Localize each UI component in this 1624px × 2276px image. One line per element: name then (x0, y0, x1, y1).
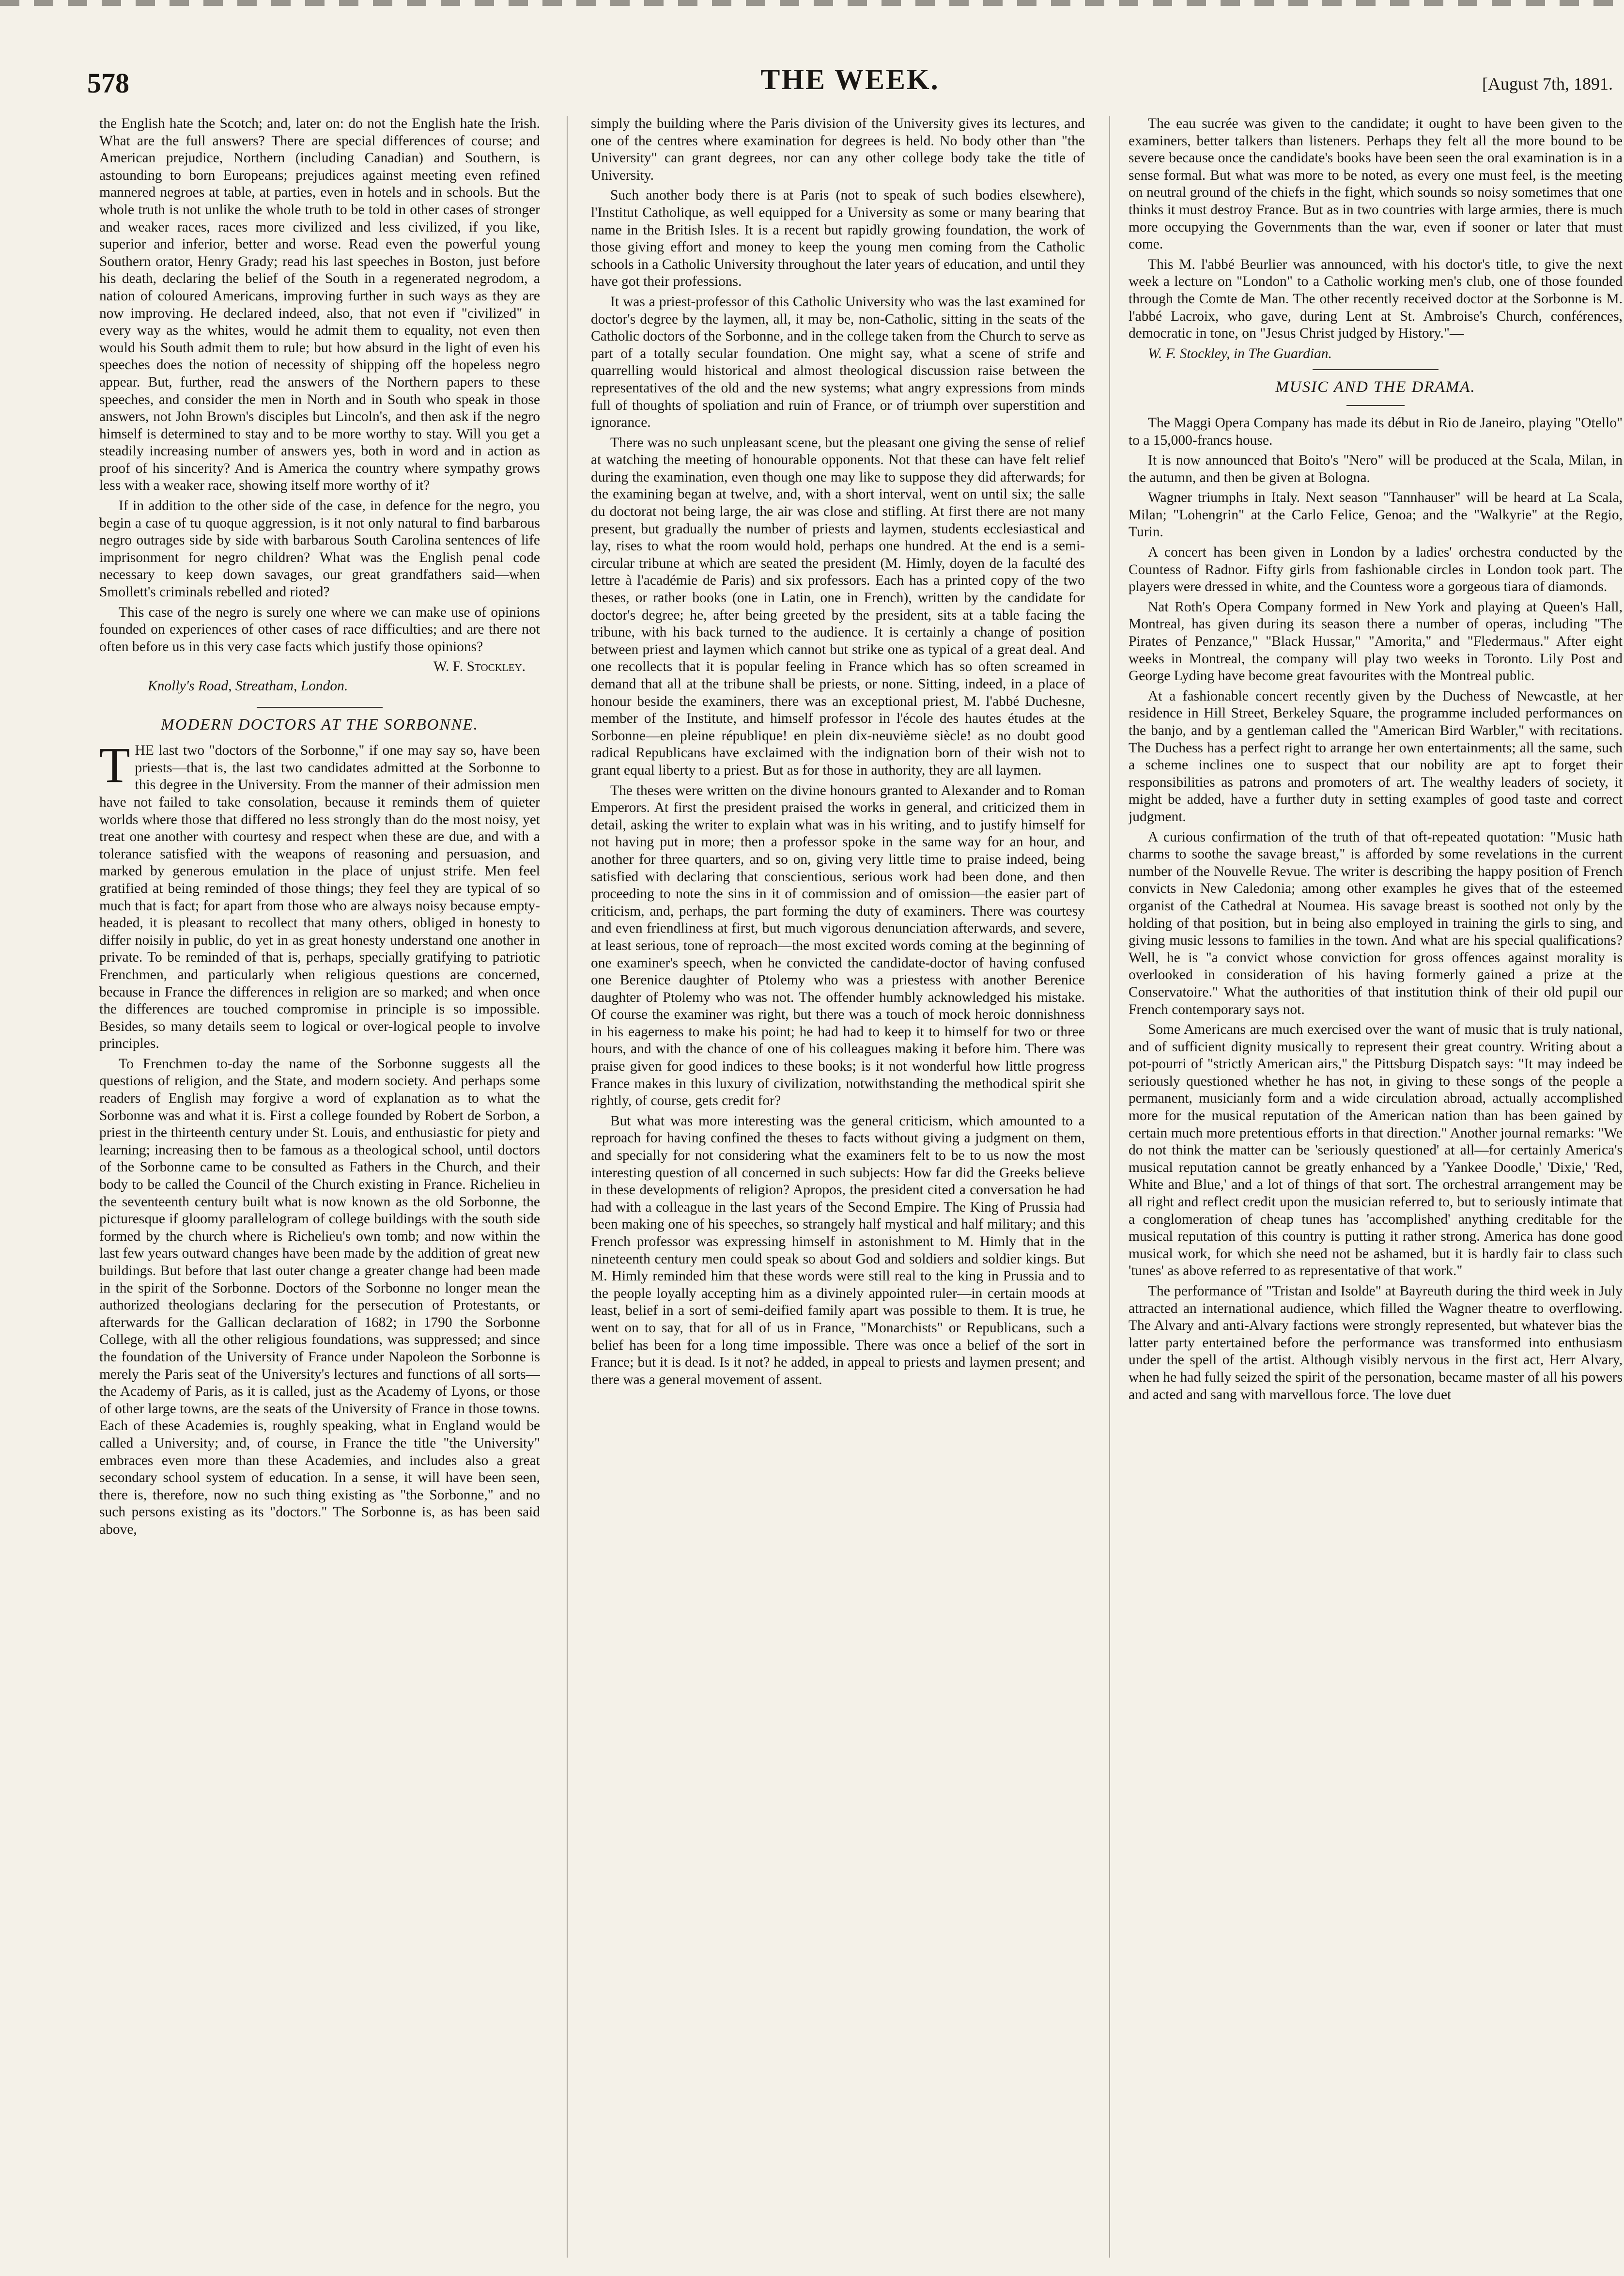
section-rule (1346, 405, 1405, 406)
page-header (87, 63, 1613, 116)
news-item: Nat Roth's Opera Company formed in New York and playing at Queen's Hall, Montreal, has given during its season there a number of operas, including "The Pirates of Penzance," "Black Hussar," "Amorita," and "Fledermaus." After eight weeks in Montreal, the company will play two weeks in Toronto. Lily Post and George Lyding have become great favourites with the Montreal public. (1129, 599, 1623, 684)
news-item: The Maggi Opera Company has made its début in Rio de Janeiro, playing "Otello" to a 15,000-francs house. (1129, 415, 1623, 448)
article-heading: MODERN DOCTORS AT THE SORBONNE. (161, 716, 479, 733)
column-divider (1109, 116, 1110, 2258)
paragraph: simply the building where the Paris division of the University gives its lectures, and one of the centres where examination for degrees is held. No body other than "the University" can grant degrees, nor can any other college body take the title of University. (591, 116, 1085, 183)
page-number: 578 (87, 67, 129, 99)
paragraph: The eau sucrée was given to the candidate; it ought to have been given to the examiners, better talkers than listeners. Perhaps they felt all the more bound to be severe because once the candidate's books have been seen the oral examination is in a sense formal. But what was more to be noted, as every one must feel, is the meeting on neutral ground of the chiefs in the fight, which sounds so noisy sometimes that one thinks it must destroy France. But as in two countries with large armies, there is much more occupying the Governments than the war, even if sooner or later that must come. (1129, 116, 1623, 252)
paragraph: There was no such unpleasant scene, but the pleasant one giving the sense of relief at watching the meeting of honourable opponents. Not that these can have felt relief during the examination, even though one may like to suppose they did afterwards; for the examining began at twelve, and, with a short interval, went on until six; the salle du doctorat not being large, the air was close and stifling. At first there are not many present, but gradually the number of priests and laymen, students ecclesiastical and lay, rises to what the room would hold, perhaps one hundred. At the end is a semi-circular tribune at which are seated the president (M. Himly, doyen de la faculté des lettre à l'académie de Paris) and six professors. Each has a printed copy of the two theses, or rather books (one in Latin, one in French), written by the candidate for doctor's degree; he, after being greeted by the president, sits at a table facing the tribune, with his back turned to the audience. It is certainly a change of position between priest and laymen which cannot but strike one as typical of a great deal. And one recollects that it is popular feeling in France which has so often screamed in demand that all at the tribune shall be priests, or none. Sitting, indeed, in a place of honour beside the examiners, there was an exceptional priest, M. l'abbé Duchesne, member of the Institute, and himself professor in l'école des hautes études at the Sorbonne—en pleine république! en plein dix-neuvième siècle! as no doubt good radical Republicans have exclaimed with the indignation born of their wish not to grant equal liberty to a priest. But as for those in authority, they are all laymen. (591, 435, 1085, 778)
paragraph: Such another body there is at Paris (not to speak of such bodies elsewhere), l'Institut Catholique, as well equipped for a University as some or many bearing that name in the British Isles. It is a recent but rapidly growing foundation, the work of those giving effort and money to keep the young men coming from the Catholic schools in a Catholic University throughout the later years of education, and until they have got their professions. (591, 187, 1085, 290)
paragraph: It was a priest-professor of this Catholic University who was the last examined for doctor's degree by the laymen, all, it may be, non-Catholic, sitting in the seats of the Catholic doctors of the Sorbonne, and in the college taken from the Church to serve as part of a totally secular foundation. One might say, what a scene of strife and quarrelling would historical and almost theological discussion raise between the representatives of the old and the new systems; what angry expressions from minds full of thoughts of spoliation and ruin of France, or of triumph over superstition and ignorance. (591, 294, 1085, 431)
article-opening-paragraph (99, 737, 540, 1053)
publication-title: THE WEEK. (760, 63, 940, 95)
column-3 (1129, 115, 1623, 2257)
paragraph: The theses were written on the divine honours granted to Alexander and to Roman Emperors. At first the president praised the works in general, and criticized them in detail, asking the writer to explain what was in his writing, and to justify himself for not having put in more; then a professor spoke in the same way for an hour, and another for three quarters, and so on, giving very little time to praise indeed, being satisfied with declaring that conscientious, serious work had been done, and then proceeding to note the sins in it of commission and of omission—the easier part of criticism, and, perhaps, the part forming the duty of examiners. There was courtesy and even friendliness at first, but much vigorous denunciation afterwards, and severe, at least serious, tone of reproach—the most excited words coming at the beginning of one examiner's speech, when he convicted the candidate-doctor of having confused one Berenice daughter of Ptolemy who was a priestess with another Berenice daughter of Ptolemy who was not. The offender humbly acknowledged his mistake. Of course the examiner was right, but there was a touch of mock heroic donnishness in his eagerness to make his point; he had had to keep it to himself for two or three hours, and with the chance of one of his colleagues making it before him. There was praise given for good indices to these books; is it not wonderful how little progress France makes in this luxury of civilization, notwithstanding the methodical spirit she rightly, of course, gets credit for? (591, 782, 1085, 1109)
paragraph: To Frenchmen to-day the name of the Sorbonne suggests all the questions of religion, and the State, and modern society. And perhaps some readers of English may forgive a word of explanation as to what the Sorbonne was and what it is. First a college founded by Robert de Sorbon, a priest in the thirteenth century under St. Louis, and enthusiastic for piety and learning; increasing then to be famous as a theological school, until doctors of the Sorbonne came to be consulted as Fathers in the Church, and their body to be called the Council of the Church existing in France. Richelieu in the seventeenth century built what is now known as the old Sorbonne, the picturesque if gloomy parallelogram of college buildings with the south side formed by the church where is Richelieu's own tomb; and now within the last few years outward changes have been made by the addition of great new buildings. But before that last outer change a greater change had been made in the spirit of the Sorbonne. Doctors of the Sorbonne no longer mean the authorized theologians declaring for the persecution of Protestants, or afterwards for the Gallican declaration of 1682; in 1790 the Sorbonne College, with all the other religious foundations, was suppressed; and since the foundation of the University of France under Napoleon the Sorbonne is merely the Paris seat of the University's lectures and functions of all sorts—the Academy of Paris, as it is called, just as the Academy of Lyons, or those of other large towns, are the seats of the University of France in those towns. Each of these Academies is, roughly speaking, what in England would be called a University; and, of course, in France the title "the University" embraces even more than these Academies, and includes also a great secondary school system of education. In a sense, it will have been seen, there is, therefore, now no such thing existing as "the Sorbonne," and no such persons existing as its "doctors." The Sorbonne is, as has been said above, (99, 1056, 540, 1537)
paragraph: This M. l'abbé Beurlier was announced, with his doctor's title, to give the next week a lecture on "London" to a Catholic working men's club, one of those founded through the Comte de Man. The other recently received doctor at the Sorbonne is M. l'abbé Lacroix, who gave, during Lent at St. Ambroise's Church, conférences, democratic in tone, on "Jesus Christ judged by History."— (1129, 256, 1623, 342)
news-item: It is now announced that Boito's "Nero" will be produced at the Scala, Milan, in the autumn, and then be given at Bologna. (1129, 452, 1623, 485)
issue-date: [August 7th, 1891. (1482, 74, 1613, 94)
letter-signature: W. F. Stockley. (433, 659, 526, 675)
news-item: A curious confirmation of the truth of that oft-repeated quotation: "Music hath charms to soothe the savage breast," is afforded by some revelations in the current number of the Nouvelle Revue. The writer is describing the happy position of French convicts in New Caledonia; among other examples he gives that of the esteemed organist of the Cathedral at Noumea. His savage breast is soothed not only by the holding of that position, but in being also employed in training the girls to sing, and giving music lessons to families in the town. And what are his special qualifications? Well, he is "a convict whose conviction for gross offences against morality is overlooked in consideration of his having formerly gained a prize at the Conservatoire." What the authorities of that institution think of their old pupil our French contemporary says not. (1129, 829, 1623, 1017)
top-edge-rule (0, 0, 1624, 6)
section-rule (257, 707, 383, 708)
drop-cap: T (99, 737, 130, 794)
news-item: A concert has been given in London by a ladies' orchestra conducted by the Countess of Radnor. Fifty girls from fashionable circles in London took part. The players were dressed in white, and the Countess wore a gorgeous tiara of diamonds. (1129, 545, 1623, 595)
paragraph: If in addition to the other side of the case, in defence for the negro, you begin a case of tu quoque aggression, is it not only natural to find barbarous negro outrages side by side with barbarous South Carolina sentences of life imprisonment for negro children? What was the English penal code necessary to keep down savages, our great grandfathers said—when Smollett's criminals rebelled and rioted? (99, 498, 540, 600)
paragraph: This case of the negro is surely one where we can make use of opinions founded on experiences of other cases of race difficulties; and are there not often before us in this very case facts which justify those opinions? (99, 604, 540, 655)
paragraph: But what was more interesting was the general criticism, which amounted to a reproach for having confined the theses to facts without giving a judgment on them, and specially for not considering what the examiners felt to be to us now the most interesting question of all concerned in such subjects: How far did the Greeks believe in these developments of religion? Apropos, the president cited a conversation he had had with a colleague in the last years of the Second Empire. The King of Prussia had been making one of his speeches, so strangely half mystical and half military; and this French professor was expressing himself in astonishment to M. Himly that in the nineteenth century men could speak so about God and soldiers and soldier kings. But M. Himly reminded him that these words were still real to the king in Prussia and to the people loyally accepting him as a divinely appointed ruler—in certain moods at least, belief in a sort of semi-deified family apart was possible to them. It is true, he went on to say, that for all of us in France, "Monarchists" or Republicans, such a belief has been for a long time impossible. There was once a belief of the sort in France; but it is dead. Is it not? he added, in appeal to priests and laymen present; and there was a general movement of assent. (591, 1113, 1085, 1387)
news-item: Wagner triumphs in Italy. Next season "Tannhauser" will be heard at La Scala, Milan; "Lohengrin" at the Carlo Felice, Genoa; and the "Walkyrie" at the Regio, Turin. (1129, 490, 1623, 540)
news-item: The performance of "Tristan and Isolde" at Bayreuth during the third week in July attracted an international audience, which filled the Wagner theatre to overflowing. The Alvary and anti-Alvary factions were strongly represented, but whatever bias the latter party entertained before the performance was transformed into enthusiasm under the spell of the artist. Although visibly nervous in the first act, Herr Alvary, when he had fully seized the spirit of the personation, became master of all his powers and acted and sang with marvellous force. The love duet (1129, 1283, 1623, 1403)
column-1 (99, 115, 540, 2257)
column-2 (591, 115, 1085, 2257)
section-rule (1313, 369, 1438, 370)
news-item: Some Americans are much exercised over the want of music that is truly national, and of sufficient dignity musically to represent their great country. Writing about a pot-pourri of "strictly American airs," the Pittsburg Dispatch says: "It may indeed be seriously questioned whether he has not, in giving to these songs of the people a permanent, musicianly form and a wide circulation abroad, actually accomplished more for the musical reputation of the American nation than has been gained by certain much more pretentious efforts in that direction." Another journal remarks: "We do not think the matter can be 'seriously questioned' at all—for certainly America's musical reputation cannot be greatly enhanced by a 'Yankee Doodle,' 'Dixie,' 'Red, White and Blue,' and a lot of things of that sort. The orchestral arrangement may be all right and reflect credit upon the musician referred to, but to seriously intimate that a conglomeration of cheap tunes has 'accomplished' anything creditable for the musical reputation of this country is putting it rather strong. America has done good musical work, for which she need not be ashamed, but it is hardly fair to class such 'tunes' as above referred to as representative of that work." (1129, 1022, 1623, 1279)
paragraph-text: HE last two "doctors of the Sorbonne," if one may say so, have been priests—that is, the last two candidates admitted at the Sorbonne to this degree in the University. From the manner of their admission men have not failed to take consolation, because it reminds them of quieter worlds where those that differed no less strongly than do the most noisy, yet treat one another with courtesy and respect when these are due, and with a tolerance satisfied with the weapons of reasoning and persuasion, and marked by generous emulation in the place of unjust strife. Men feel gratified at being reminded of those things; they feel they are typical of so much that is fact; for apart from those who are always noisy because empty-headed, it is pleasant to recollect that many others, obliged in honesty to differ noisily in public, do yet in as great honesty understand one another in private. To be reminded of that is, perhaps, specially gratifying to patriotic Frenchmen, and particularly when religious questions are concerned, because in France the differences in religion are so marked; and when once the differences are touched compromise in principle is so impossible. Besides, so many details seem to logical or over-logical people to involve principles. (99, 743, 540, 1052)
section-heading: MUSIC AND THE DRAMA. (1275, 378, 1476, 396)
column-divider (567, 116, 568, 2258)
article-attribution: W. F. Stockley, in The Guardian. (1148, 345, 1332, 361)
news-item: At a fashionable concert recently given by the Duchess of Newcastle, at her residence in Hill Street, Berkeley Square, the programme included performances on the banjo, and by a gentleman called the "American Bird Warbler," with recitations. The Duchess has a perfect right to arrange her own entertainments; all the same, such a scheme inclines one to suspect that our nobility are apt to forget their responsibilities as patrons and promoters of art. The wealthy leaders of society, it might be added, have a further duty in setting examples of good taste and correct judgment. (1129, 688, 1623, 825)
paragraph: the English hate the Scotch; and, later on: do not the English hate the Irish. What are the full answers? There are special differences of course; and American prejudice, Northern (including Canadian) and Southern, is astounding to born Europeans; prejudices against meeting even refined mannered negroes at table, at parties, even in hotels and in schools. But the whole truth is not unlike the whole truth to be told in other cases of stronger and weaker races, races more civilized and less civilized, if you like, superior and inferior, better and worse. Read even the powerful young Southern orator, Henry Grady; read his last speeches in Boston, just before his death, declaring the belief of the South in a regenerated negrodom, a nation of coloured Americans, improving further in such ways as they are now improving. He declared indeed, also, that not even if "civilized" in every way as the whites, would he admit them to equality, not even then would his South admit them to rule; but how absurd in the light of even his speeches does the notion of necessity of shipping off the hopeless negro appear. But, further, read the answers of the Northern papers to these speeches, and consider the men in North and in South who speak in those answers, not John Brown's disciples but Lincoln's, and then ask if the negro himself is determined to stay and to be more worthy to stay. Will you get a steadily increasing number of answers yes, both in word and in action as proof of his sincerity? And is America the country where sympathy grows less with a weaker race, showing itself more worthy of it? (99, 116, 540, 494)
letter-address: Knolly's Road, Streatham, London. (148, 678, 348, 694)
